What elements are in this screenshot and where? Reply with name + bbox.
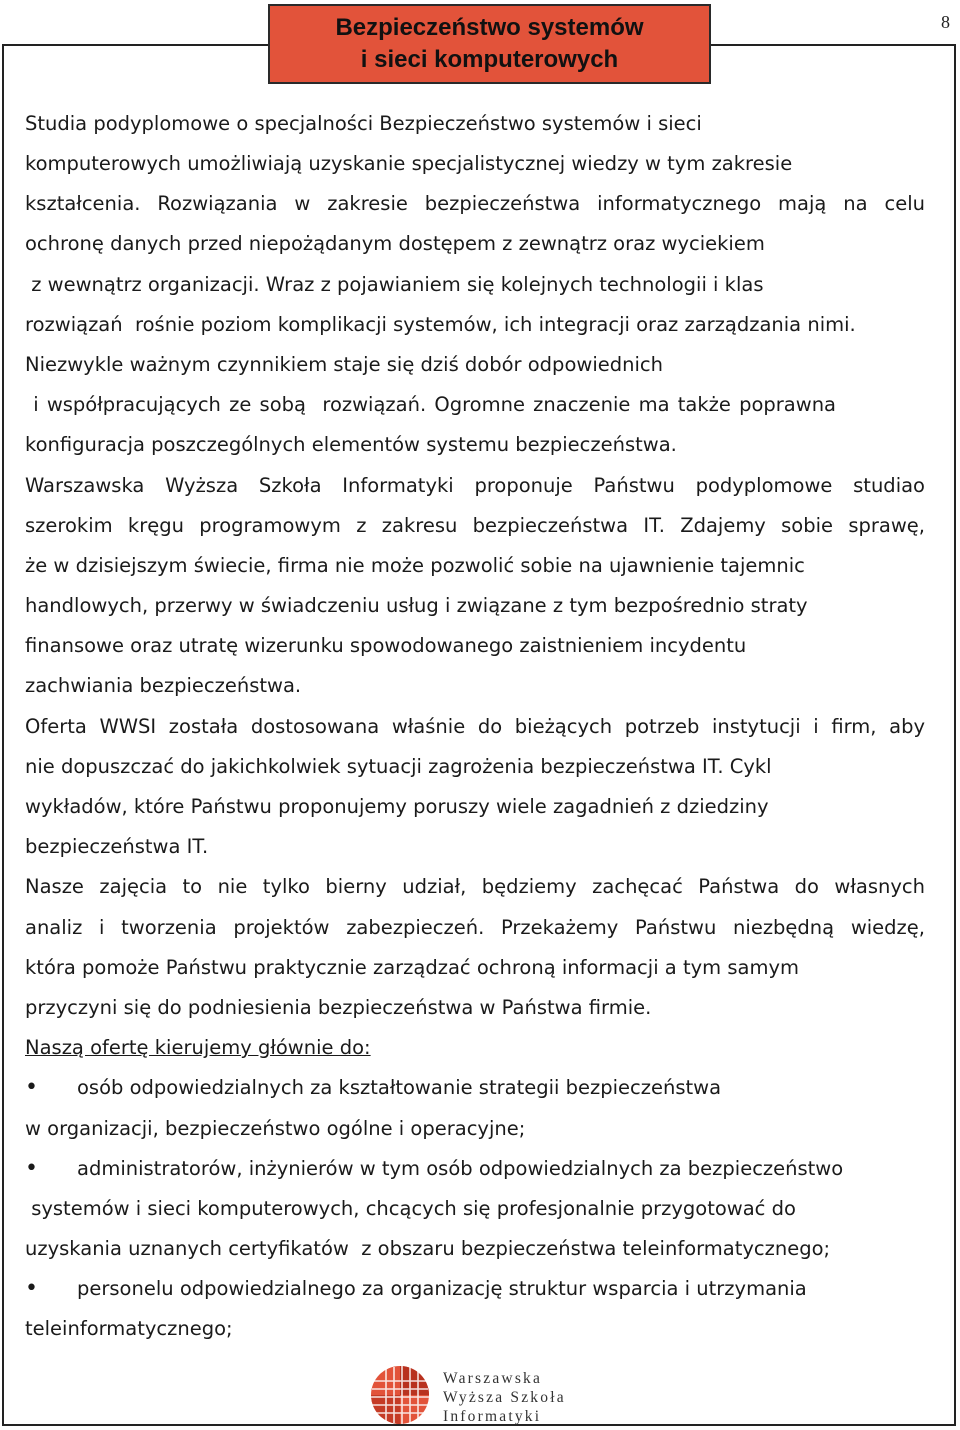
text-line: przyczyni się do podniesienia bezpieczeństwa w Państwa firmie. <box>25 995 652 1019</box>
text-line: i współpracujących ze sobą rozwiązań. Ogromne znaczenie ma także poprawna <box>25 393 836 417</box>
title-line-2: i sieci komputerowych <box>360 46 619 73</box>
text-line: że w dzisiejszym świecie, firma nie może pozwolić sobie na ujawnienie tajemnic <box>25 553 805 577</box>
bullet-icon <box>25 1149 77 1189</box>
bullet-icon <box>25 1068 77 1108</box>
text-line: rozwiązań rośnie poziom komplikacji systemów, ich integracji oraz zarządzania nimi. <box>25 312 856 336</box>
text-line: Warszawska Wyższa Szkoła Informatyki proponuje Państwu podyplomowe studiao <box>25 473 925 497</box>
bullet-item: •osób odpowiedzialnych za kształtowanie strategii bezpieczeństwa <box>25 1068 925 1108</box>
page-number: 8 <box>941 12 950 32</box>
text-line: systemów i sieci komputerowych, chcących się profesjonalnie przygotować do <box>25 1196 796 1220</box>
body-text <box>25 104 925 1350</box>
bullet-item: •administratorów, inżynierów w tym osób odpowiedzialnych za bezpieczeństwo <box>25 1149 925 1189</box>
text-line: komputerowych umożliwiają uzyskanie specjalistycznej wiedzy w tym zakresie <box>25 152 793 175</box>
text-line: szerokim kręgu programowym z zakresu bezpieczeństwa IT. Zdajemy sobie sprawę, <box>25 513 925 537</box>
text-line: która pomoże Państwu praktycznie zarządzać ochroną informacji a tym samym <box>25 955 799 979</box>
text-line: teleinformatycznego; <box>25 1317 233 1341</box>
bullet-icon <box>25 1269 77 1309</box>
text-line: finansowe oraz utratę wizerunku spowodowanego zaistnieniem incydentu <box>25 634 747 658</box>
bullet-item: •personelu odpowiedzialnego za organizację struktur wsparcia i utrzymania <box>25 1269 925 1309</box>
wwsi-logo <box>370 1365 610 1425</box>
text-line: Nasze zajęcia to nie tylko bierny udział, będziemy zachęcać Państwa do własnych <box>25 875 925 899</box>
logo-wordmark: Warszawska Wyższa Szkoła Informatyki <box>443 1370 566 1425</box>
text-line: Studia podyplomowe o specjalności Bezpieczeństwo systemów i sieci <box>25 112 702 135</box>
text-line: nie dopuszczać do jakichkolwiek sytuacji zagrożenia bezpieczeństwa IT. Cykl <box>25 754 772 778</box>
text-line: handlowych, przerwy w świadczeniu usług i związane z tym bezpośrednio straty <box>25 594 808 618</box>
logo-emblem-icon <box>370 1365 430 1425</box>
text-line: zachwiania bezpieczeństwa. <box>25 674 302 698</box>
text-line: Niezwykle ważnym czynnikiem staje się dziś dobór odpowiednich <box>25 352 663 376</box>
text-line: konfiguracja poszczególnych elementów systemu bezpieczeństwa. <box>25 433 677 457</box>
text-line: wykładów, które Państwu proponujemy poruszy wiele zagadnień z dziedziny <box>25 795 769 818</box>
text-line: ochronę danych przed niepożądanym dostępem z zewnątrz oraz wyciekiem <box>25 232 765 256</box>
offer-heading: Naszą ofertę kierujemy głównie do: <box>25 1036 371 1060</box>
text-line: w organizacji, bezpieczeństwo ogólne i operacyjne; <box>25 1116 526 1140</box>
text-line: z wewnątrz organizacji. Wraz z pojawianiem się kolejnych technologii i klas <box>25 272 764 296</box>
page-title <box>268 4 711 84</box>
text-line: bezpieczeństwa IT. <box>25 835 209 859</box>
text-line: Oferta WWSI została dostosowana właśnie do bieżących potrzeb instytucji i firm, aby <box>25 714 925 738</box>
text-line: kształcenia. Rozwiązania w zakresie bezpieczeństwa informatycznego mają na celu <box>25 192 925 216</box>
text-line: analiz i tworzenia projektów zabezpieczeń. Przekażemy Państwu niezbędną wiedzę, <box>25 915 925 939</box>
title-line-1: Bezpieczeństwo systemów <box>335 14 644 41</box>
text-line: uzyskania uznanych certyfikatów z obszaru bezpieczeństwa teleinformatycznego; <box>25 1237 831 1261</box>
